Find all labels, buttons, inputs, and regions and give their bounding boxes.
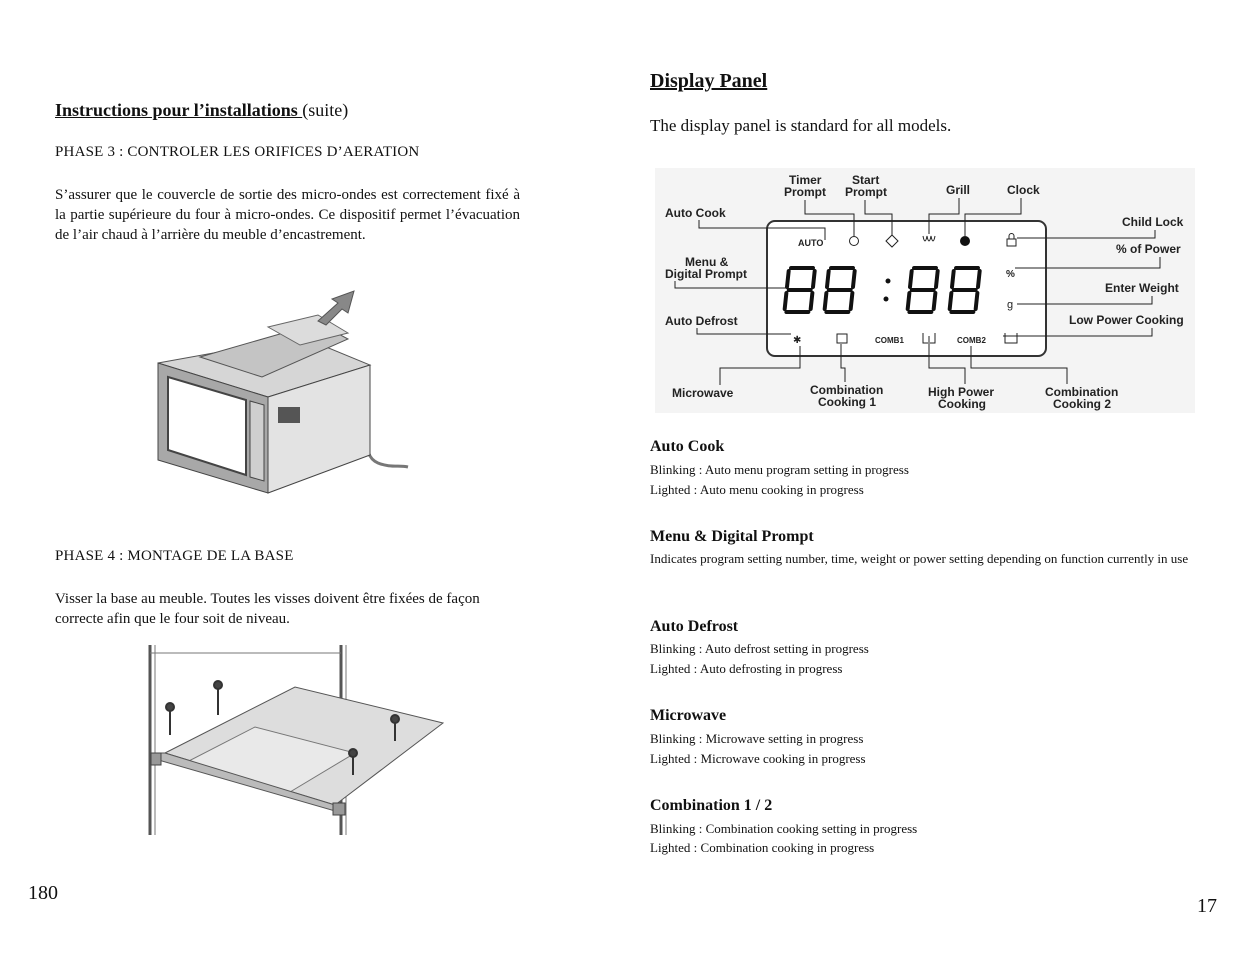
svg-text:Cooking 1: Cooking 1 bbox=[818, 395, 877, 409]
label-power: % of Power bbox=[1116, 242, 1181, 256]
svg-text:Cooking 2: Cooking 2 bbox=[1053, 397, 1112, 411]
base-mounting-illustration bbox=[145, 645, 445, 840]
phase3-heading: PHASE 3 : CONTROLER LES ORIFICES D’AERATION bbox=[55, 144, 420, 160]
section-microwave-heading: Microwave bbox=[650, 707, 727, 724]
section-combination-heading: Combination 1 / 2 bbox=[650, 797, 773, 814]
section-combination-line2: Lighted : Combination cooking in progress bbox=[650, 840, 875, 855]
phase3-text: S’assurer que le couvercle de sortie des micro-ondes est correctement fixé à la partie supérieure du four à micro-ondes. Ce dispositif permet l’évacuation de l’air chaud à l’arrière du meuble d’encastrement. bbox=[55, 187, 520, 243]
title-suffix: (suite) bbox=[302, 100, 349, 120]
section-menu-heading: Menu & Digital Prompt bbox=[650, 528, 814, 545]
label-comb2: Combination bbox=[1045, 385, 1119, 399]
display-panel-diagram bbox=[655, 168, 1195, 413]
comb2-indicator: COMB2 bbox=[957, 336, 986, 345]
label-auto-cook: Auto Cook bbox=[665, 206, 726, 220]
title-main: Instructions pour l’installations bbox=[55, 100, 303, 120]
label-comb1: Combination bbox=[810, 383, 884, 397]
svg-text:Cooking: Cooking bbox=[938, 397, 986, 411]
label-grill: Grill bbox=[946, 183, 971, 197]
section-combination-line1: Blinking : Combination cooking setting in progress bbox=[650, 821, 918, 836]
phase4-text: Visser la base au meuble. Toutes les visses doivent être fixées de façon correcte afin que le four soit de niveau. bbox=[55, 591, 480, 627]
label-timer-prompt: Timer bbox=[789, 173, 822, 187]
clock-icon bbox=[960, 236, 970, 246]
label-auto-defrost: Auto Defrost bbox=[665, 314, 738, 328]
right-page-title: Display Panel bbox=[650, 70, 768, 92]
svg-text:Digital Prompt: Digital Prompt bbox=[665, 267, 748, 281]
defrost-icon: ✱ bbox=[793, 335, 802, 346]
label-clock: Clock bbox=[1007, 183, 1040, 197]
section-microwave-line1: Blinking : Microwave setting in progress bbox=[650, 731, 864, 746]
label-microwave: Microwave bbox=[672, 386, 734, 400]
left-page-title bbox=[55, 100, 348, 121]
svg-text:Prompt: Prompt bbox=[845, 185, 887, 199]
section-menu-line1: Indicates program setting number, time, weight or power setting depending on function currently in use bbox=[650, 551, 1189, 566]
label-menu-digital: Menu & bbox=[685, 255, 729, 269]
section-auto-defrost-line2: Lighted : Auto defrosting in progress bbox=[650, 661, 843, 676]
gram-indicator: g bbox=[1007, 299, 1014, 311]
svg-text:Prompt: Prompt bbox=[784, 185, 826, 199]
section-auto-defrost-line1: Blinking : Auto defrost setting in progress bbox=[650, 641, 869, 656]
percent-indicator: % bbox=[1006, 269, 1015, 280]
label-child-lock: Child Lock bbox=[1122, 215, 1184, 229]
section-auto-defrost-heading: Auto Defrost bbox=[650, 618, 739, 635]
section-auto-cook-line2: Lighted : Auto menu cooking in progress bbox=[650, 482, 864, 497]
microwave-vent-illustration bbox=[150, 285, 415, 495]
section-auto-cook-heading: Auto Cook bbox=[650, 438, 725, 455]
section-auto-cook-line1: Blinking : Auto menu program setting in progress bbox=[650, 462, 909, 477]
section-microwave-line2: Lighted : Microwave cooking in progress bbox=[650, 751, 866, 766]
label-low-power: Low Power Cooking bbox=[1069, 313, 1184, 327]
phase4-heading: PHASE 4 : MONTAGE DE LA BASE bbox=[55, 548, 294, 564]
comb1-indicator: COMB1 bbox=[875, 336, 904, 345]
label-start-prompt: Start bbox=[852, 173, 880, 187]
label-enter-weight: Enter Weight bbox=[1105, 281, 1179, 295]
label-high-power: High Power bbox=[928, 385, 995, 399]
intro-text: The display panel is standard for all models. bbox=[650, 116, 952, 135]
auto-indicator: AUTO bbox=[798, 238, 824, 248]
left-page-number: 180 bbox=[28, 882, 58, 904]
right-page-number: 17 bbox=[1197, 895, 1217, 917]
